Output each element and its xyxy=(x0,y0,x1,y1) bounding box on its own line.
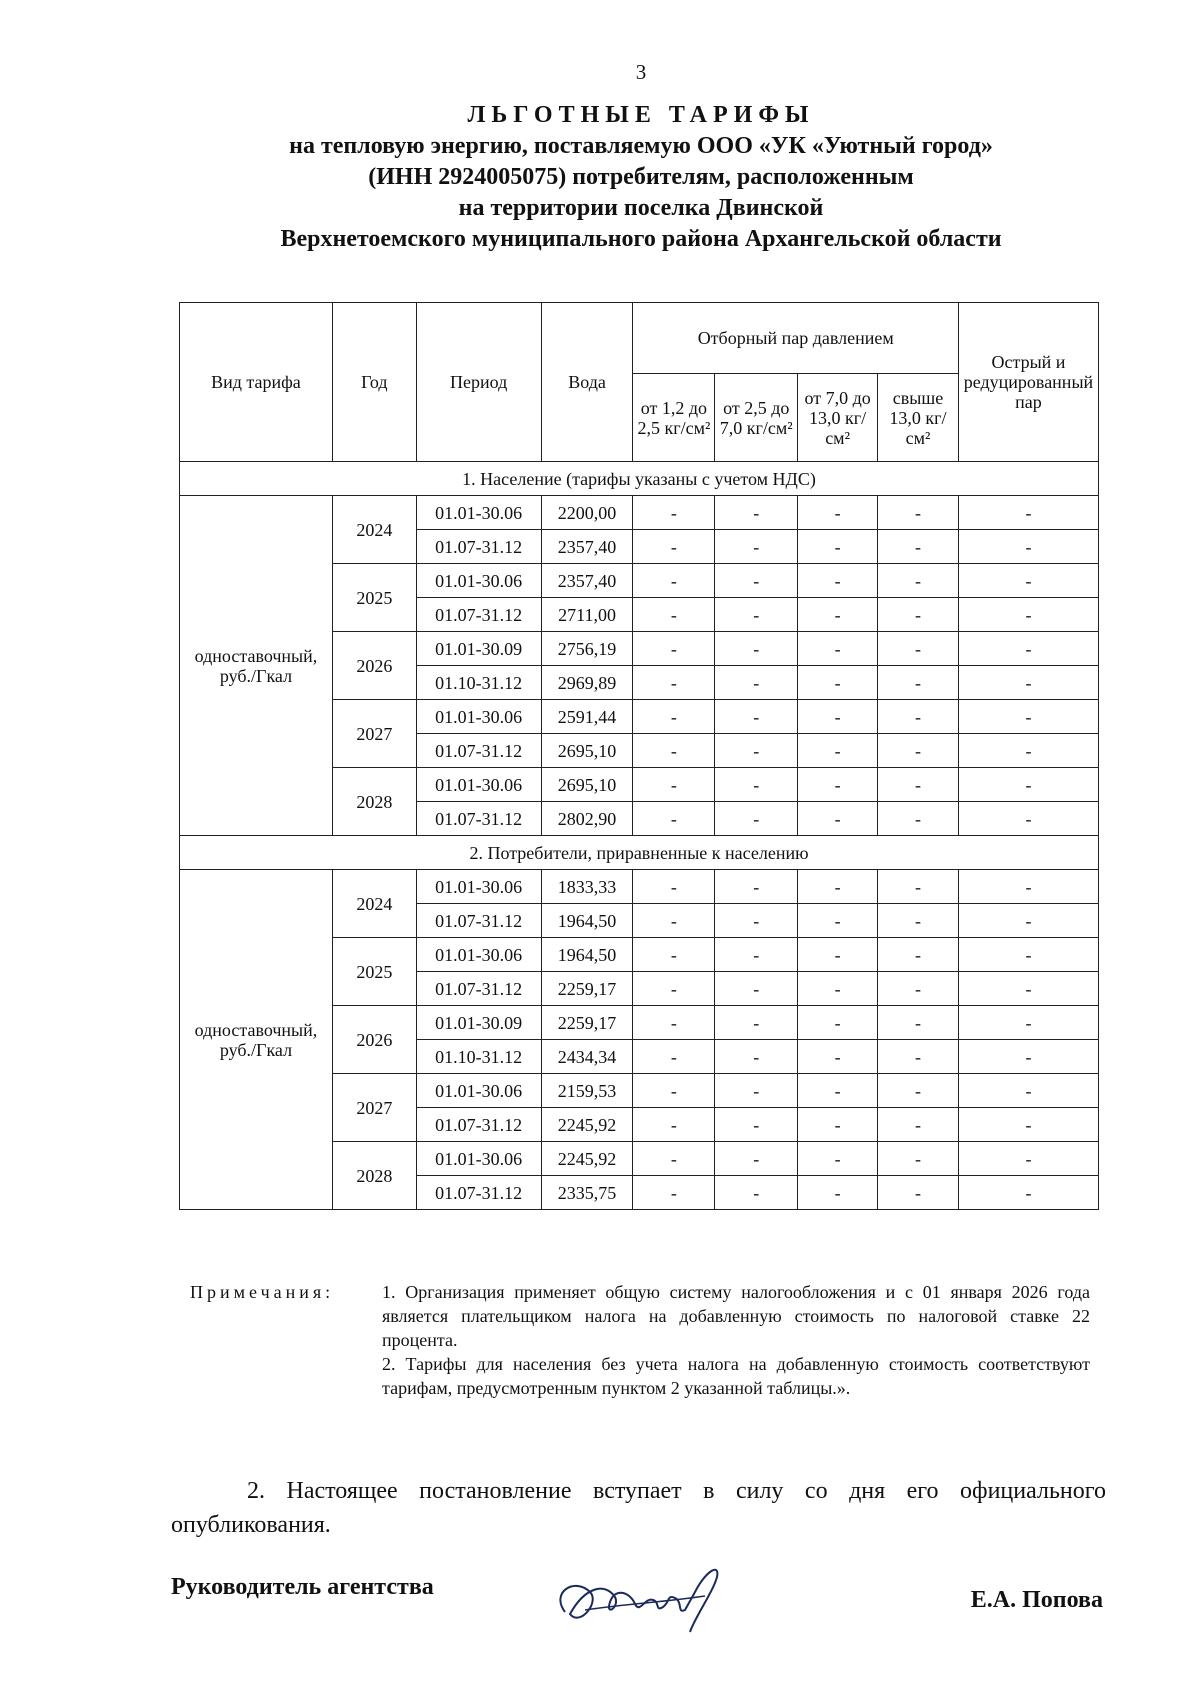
period-cell: 01.01-30.06 xyxy=(416,700,541,734)
notes-label: Примечания: xyxy=(190,1282,335,1302)
steam-3-cell: - xyxy=(798,598,878,632)
period-cell: 01.07-31.12 xyxy=(416,904,541,938)
header-sharp-steam: Острый и редуцированный пар xyxy=(958,303,1098,462)
year-cell: 2024 xyxy=(332,496,416,564)
steam-1-cell: - xyxy=(633,1040,715,1074)
steam-1-cell: - xyxy=(633,802,715,836)
period-cell: 01.07-31.12 xyxy=(416,530,541,564)
steam-2-cell: - xyxy=(715,904,798,938)
period-cell: 01.01-30.06 xyxy=(416,870,541,904)
period-cell: 01.10-31.12 xyxy=(416,1040,541,1074)
steam-2-cell: - xyxy=(715,530,798,564)
steam-4-cell: - xyxy=(878,1040,959,1074)
steam-3-cell: - xyxy=(798,870,878,904)
tariffs-table xyxy=(179,302,1099,1210)
steam-2-cell: - xyxy=(715,870,798,904)
period-cell: 01.01-30.09 xyxy=(416,1006,541,1040)
header-steam-1: от 1,2 до 2,5 кг/см² xyxy=(633,374,715,462)
water-cell: 2434,34 xyxy=(541,1040,633,1074)
clause-text: 2. Настоящее постановление вступает в силу со дня его официального опубликования. xyxy=(171,1478,1106,1538)
steam-3-cell: - xyxy=(798,530,878,564)
steam-1-cell: - xyxy=(633,904,715,938)
period-cell: 01.01-30.06 xyxy=(416,1142,541,1176)
period-cell: 01.07-31.12 xyxy=(416,598,541,632)
steam-2-cell: - xyxy=(715,666,798,700)
steam-1-cell: - xyxy=(633,666,715,700)
header-steam-4: свыше 13,0 кг/см² xyxy=(878,374,959,462)
steam-4-cell: - xyxy=(878,1176,959,1210)
steam-3-cell: - xyxy=(798,1040,878,1074)
year-cell: 2026 xyxy=(332,632,416,700)
steam-2-cell: - xyxy=(715,700,798,734)
steam-1-cell: - xyxy=(633,632,715,666)
steam-2-cell: - xyxy=(715,1108,798,1142)
table-row xyxy=(180,496,1099,530)
steam-1-cell: - xyxy=(633,870,715,904)
header-vid: Вид тарифа xyxy=(180,303,333,462)
steam-4-cell: - xyxy=(878,700,959,734)
water-cell: 2591,44 xyxy=(541,700,633,734)
page-number: 3 xyxy=(635,60,647,84)
notes-list xyxy=(382,1280,1090,1400)
water-cell: 2802,90 xyxy=(541,802,633,836)
sharp-steam-cell: - xyxy=(958,802,1098,836)
steam-1-cell: - xyxy=(633,1142,715,1176)
year-cell: 2027 xyxy=(332,1074,416,1142)
steam-2-cell: - xyxy=(715,734,798,768)
steam-3-cell: - xyxy=(798,1142,878,1176)
header-year: Год xyxy=(332,303,416,462)
section-title: 1. Население (тарифы указаны с учетом НДС) xyxy=(180,462,1099,496)
period-cell: 01.01-30.06 xyxy=(416,1074,541,1108)
steam-1-cell: - xyxy=(633,1108,715,1142)
water-cell: 2259,17 xyxy=(541,972,633,1006)
sharp-steam-cell: - xyxy=(958,1176,1098,1210)
sharp-steam-cell: - xyxy=(958,904,1098,938)
signature-name: Е.А. Попова xyxy=(970,1587,1103,1613)
water-cell: 1964,50 xyxy=(541,938,633,972)
sharp-steam-cell: - xyxy=(958,1142,1098,1176)
steam-3-cell: - xyxy=(798,1006,878,1040)
steam-2-cell: - xyxy=(715,1176,798,1210)
period-cell: 01.07-31.12 xyxy=(416,734,541,768)
steam-4-cell: - xyxy=(878,1006,959,1040)
steam-1-cell: - xyxy=(633,530,715,564)
sharp-steam-cell: - xyxy=(958,734,1098,768)
steam-2-cell: - xyxy=(715,632,798,666)
steam-2-cell: - xyxy=(715,938,798,972)
water-cell: 2357,40 xyxy=(541,564,633,598)
header-steam-group: Отборный пар давлением xyxy=(633,303,958,374)
sharp-steam-cell: - xyxy=(958,1040,1098,1074)
document-title xyxy=(0,100,1200,255)
steam-1-cell: - xyxy=(633,598,715,632)
period-cell: 01.01-30.06 xyxy=(416,768,541,802)
water-cell: 2695,10 xyxy=(541,768,633,802)
steam-3-cell: - xyxy=(798,1176,878,1210)
steam-3-cell: - xyxy=(798,768,878,802)
year-cell: 2026 xyxy=(332,1006,416,1074)
sharp-steam-cell: - xyxy=(958,496,1098,530)
steam-4-cell: - xyxy=(878,1108,959,1142)
steam-1-cell: - xyxy=(633,1006,715,1040)
sharp-steam-cell: - xyxy=(958,666,1098,700)
sharp-steam-cell: - xyxy=(958,1006,1098,1040)
period-cell: 01.01-30.09 xyxy=(416,632,541,666)
sharp-steam-cell: - xyxy=(958,972,1098,1006)
steam-4-cell: - xyxy=(878,938,959,972)
sharp-steam-cell: - xyxy=(958,700,1098,734)
year-cell: 2027 xyxy=(332,700,416,768)
steam-1-cell: - xyxy=(633,564,715,598)
steam-3-cell: - xyxy=(798,1074,878,1108)
section-row xyxy=(180,836,1099,870)
water-cell: 1833,33 xyxy=(541,870,633,904)
steam-2-cell: - xyxy=(715,496,798,530)
year-cell: 2025 xyxy=(332,938,416,1006)
steam-2-cell: - xyxy=(715,564,798,598)
water-cell: 2259,17 xyxy=(541,1006,633,1040)
steam-2-cell: - xyxy=(715,972,798,1006)
period-cell: 01.01-30.06 xyxy=(416,564,541,598)
sharp-steam-cell: - xyxy=(958,1074,1098,1108)
steam-2-cell: - xyxy=(715,1142,798,1176)
water-cell: 2159,53 xyxy=(541,1074,633,1108)
sharp-steam-cell: - xyxy=(958,564,1098,598)
period-cell: 01.07-31.12 xyxy=(416,1108,541,1142)
period-cell: 01.07-31.12 xyxy=(416,1176,541,1210)
title-line: Верхнетоемского муниципального района Архангельской области xyxy=(280,226,1002,252)
steam-3-cell: - xyxy=(798,734,878,768)
water-cell: 2711,00 xyxy=(541,598,633,632)
notes xyxy=(190,1280,1090,1400)
note-item: 2. Тарифы для населения без учета налога на добавленную стоимость соответствуют тарифам, предусмотренным пунктом 2 указанной таблицы.». xyxy=(382,1354,1090,1398)
steam-4-cell: - xyxy=(878,496,959,530)
water-cell: 2695,10 xyxy=(541,734,633,768)
period-cell: 01.01-30.06 xyxy=(416,496,541,530)
steam-3-cell: - xyxy=(798,632,878,666)
steam-4-cell: - xyxy=(878,598,959,632)
steam-1-cell: - xyxy=(633,1176,715,1210)
steam-3-cell: - xyxy=(798,904,878,938)
steam-4-cell: - xyxy=(878,1142,959,1176)
water-cell: 2245,92 xyxy=(541,1108,633,1142)
signature-position: Руководитель агентства xyxy=(171,1574,434,1600)
sharp-steam-cell: - xyxy=(958,870,1098,904)
steam-4-cell: - xyxy=(878,1074,959,1108)
title-main: ЛЬГОТНЫЕ ТАРИФЫ xyxy=(467,102,815,128)
table-row xyxy=(180,870,1099,904)
steam-3-cell: - xyxy=(798,938,878,972)
steam-4-cell: - xyxy=(878,564,959,598)
sharp-steam-cell: - xyxy=(958,768,1098,802)
year-cell: 2028 xyxy=(332,1142,416,1210)
year-cell: 2024 xyxy=(332,870,416,938)
water-cell: 2969,89 xyxy=(541,666,633,700)
steam-2-cell: - xyxy=(715,1006,798,1040)
steam-2-cell: - xyxy=(715,768,798,802)
water-cell: 2245,92 xyxy=(541,1142,633,1176)
steam-2-cell: - xyxy=(715,598,798,632)
water-cell: 2335,75 xyxy=(541,1176,633,1210)
steam-2-cell: - xyxy=(715,802,798,836)
steam-1-cell: - xyxy=(633,972,715,1006)
signature-image xyxy=(545,1552,745,1642)
steam-1-cell: - xyxy=(633,496,715,530)
steam-4-cell: - xyxy=(878,734,959,768)
period-cell: 01.10-31.12 xyxy=(416,666,541,700)
header-steam-3: от 7,0 до 13,0 кг/см² xyxy=(798,374,878,462)
steam-3-cell: - xyxy=(798,700,878,734)
steam-3-cell: - xyxy=(798,1108,878,1142)
steam-3-cell: - xyxy=(798,802,878,836)
header-water: Вода xyxy=(541,303,633,462)
period-cell: 01.07-31.12 xyxy=(416,972,541,1006)
steam-1-cell: - xyxy=(633,1074,715,1108)
steam-1-cell: - xyxy=(633,938,715,972)
section-row xyxy=(180,462,1099,496)
header-period: Период xyxy=(416,303,541,462)
steam-4-cell: - xyxy=(878,870,959,904)
sharp-steam-cell: - xyxy=(958,530,1098,564)
sharp-steam-cell: - xyxy=(958,938,1098,972)
steam-4-cell: - xyxy=(878,768,959,802)
sharp-steam-cell: - xyxy=(958,598,1098,632)
steam-3-cell: - xyxy=(798,564,878,598)
tariff-type: одноставочный, руб./Гкал xyxy=(180,496,333,836)
period-cell: 01.01-30.06 xyxy=(416,938,541,972)
title-line: на тепловую энергию, поставляемую ООО «УК «Уютный город» xyxy=(289,133,993,159)
steam-2-cell: - xyxy=(715,1074,798,1108)
water-cell: 2357,40 xyxy=(541,530,633,564)
steam-2-cell: - xyxy=(715,1040,798,1074)
steam-4-cell: - xyxy=(878,802,959,836)
section-title: 2. Потребители, приравненные к населению xyxy=(180,836,1099,870)
year-cell: 2028 xyxy=(332,768,416,836)
water-cell: 2756,19 xyxy=(541,632,633,666)
period-cell: 01.07-31.12 xyxy=(416,802,541,836)
steam-3-cell: - xyxy=(798,666,878,700)
sharp-steam-cell: - xyxy=(958,1108,1098,1142)
steam-3-cell: - xyxy=(798,972,878,1006)
header-steam-2: от 2,5 до 7,0 кг/см² xyxy=(715,374,798,462)
steam-4-cell: - xyxy=(878,666,959,700)
steam-4-cell: - xyxy=(878,972,959,1006)
steam-4-cell: - xyxy=(878,530,959,564)
note-item: 1. Организация применяет общую систему налогообложения и с 01 января 2026 года является плательщиком налога на добавленную стоимость по налоговой ставке 22 процента. xyxy=(382,1282,1090,1350)
steam-1-cell: - xyxy=(633,734,715,768)
title-line: (ИНН 2924005075) потребителям, расположенным xyxy=(368,164,914,190)
water-cell: 2200,00 xyxy=(541,496,633,530)
steam-1-cell: - xyxy=(633,700,715,734)
water-cell: 1964,50 xyxy=(541,904,633,938)
steam-1-cell: - xyxy=(633,768,715,802)
steam-4-cell: - xyxy=(878,904,959,938)
year-cell: 2025 xyxy=(332,564,416,632)
steam-3-cell: - xyxy=(798,496,878,530)
tariff-type: одноставочный, руб./Гкал xyxy=(180,870,333,1210)
steam-4-cell: - xyxy=(878,632,959,666)
sharp-steam-cell: - xyxy=(958,632,1098,666)
title-line: на территории поселка Двинской xyxy=(458,195,824,221)
